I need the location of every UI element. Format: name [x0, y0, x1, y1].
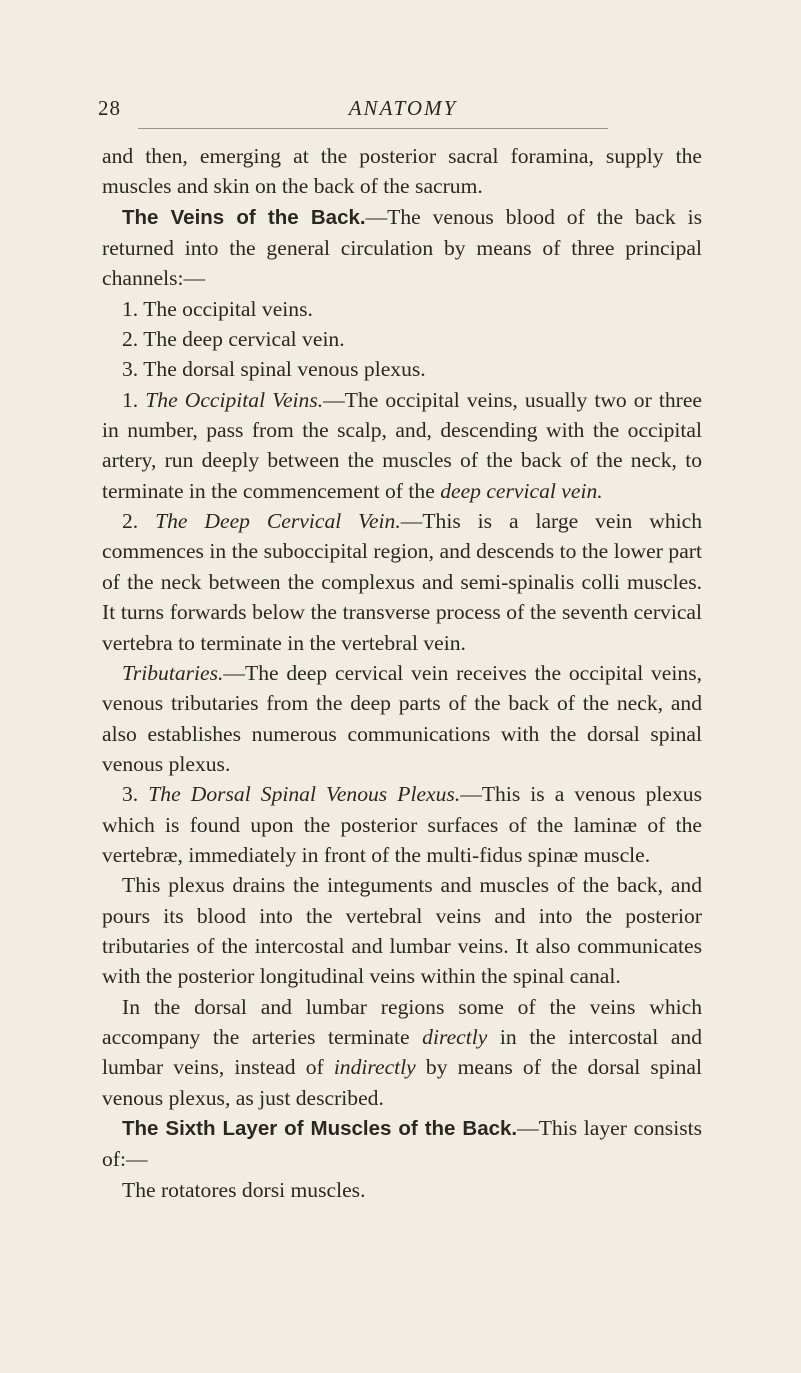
subheading-tributaries: Tributaries.: [122, 660, 224, 685]
body-text: [102, 141, 702, 1205]
header-rule: [138, 128, 608, 129]
list-item: 2. The deep cervical vein.: [122, 327, 345, 352]
paragraph-sacral-continuation: and then, emerging at the posterior sacral foramina, supply the muscles and skin on the back of the sacrum.: [102, 144, 702, 199]
page-header: [98, 96, 708, 126]
page-number: 28: [98, 96, 121, 120]
subheading-deep-cervical-vein: The Deep Cervical Vein.: [155, 509, 401, 534]
paragraph-veins-intro: The Veins of the Back.—The venous blood of the back is returned into the general circulation by means of three principal channels:—: [102, 204, 703, 291]
paragraph-deep-cervical-vein: 2. The Deep Cervical Vein.—This is a large vein which commences in the suboccipital region, and descends to the lower part of the neck between the complexus and semi-spinalis colli muscles. It turns forwards below the transverse process of the seventh cervical vertebra to terminate in the vertebral vein.: [102, 509, 702, 655]
list-item: 3. The dorsal spinal venous plexus.: [122, 357, 426, 382]
paragraph-occipital-veins: 1. The Occipital Veins.—The occipital veins, usually two or three in number, pass from the scalp, and, descending with the occipital artery, run deeply between the muscles of the back of the neck, to terminate in the commencement of the deep cervical vein.: [102, 387, 702, 503]
subheading-occipital-veins: The Occipital Veins.: [145, 387, 324, 412]
section-heading-sixth-layer: The Sixth Layer of Muscles of the Back.: [122, 1117, 518, 1140]
paragraph-tributaries: Tributaries.—The deep cervical vein receives the occipital veins, venous tributaries from the deep parts of the back of the neck, and also establishes numerous communications with the dorsal spinal venous plexus.: [102, 660, 702, 776]
list-item: 1. The occipital veins.: [122, 296, 313, 321]
paragraph-sixth-layer: The Sixth Layer of Muscles of the Back.—This layer consists of:—: [102, 1116, 703, 1172]
running-title: ANATOMY: [348, 96, 458, 120]
paragraph-plexus-drainage: This plexus drains the integuments and muscles of the back, and pours its blood into the vertebral veins and into the posterior tributaries of the intercostal and lumbar veins. It also communicates with the posterior longitudinal veins within the spinal canal.: [102, 873, 702, 989]
list-item: The rotatores dorsi muscles.: [122, 1177, 366, 1202]
paragraph-dorsal-lumbar-regions: In the dorsal and lumbar regions some of the veins which accompany the arteries terminate directly in the intercostal and lumbar veins, instead of indirectly by means of the dorsal spinal venous plexus, as just described.: [102, 994, 703, 1110]
section-heading-veins: The Veins of the Back.: [122, 205, 366, 229]
subheading-dorsal-plexus: The Dorsal Spinal Venous Plexus.: [148, 782, 461, 807]
paragraph-dorsal-plexus: 3. The Dorsal Spinal Venous Plexus.—This is a venous plexus which is found upon the posterior surfaces of the laminæ of the vertebræ, immediately in front of the multi-fidus spinæ muscle.: [102, 782, 703, 867]
